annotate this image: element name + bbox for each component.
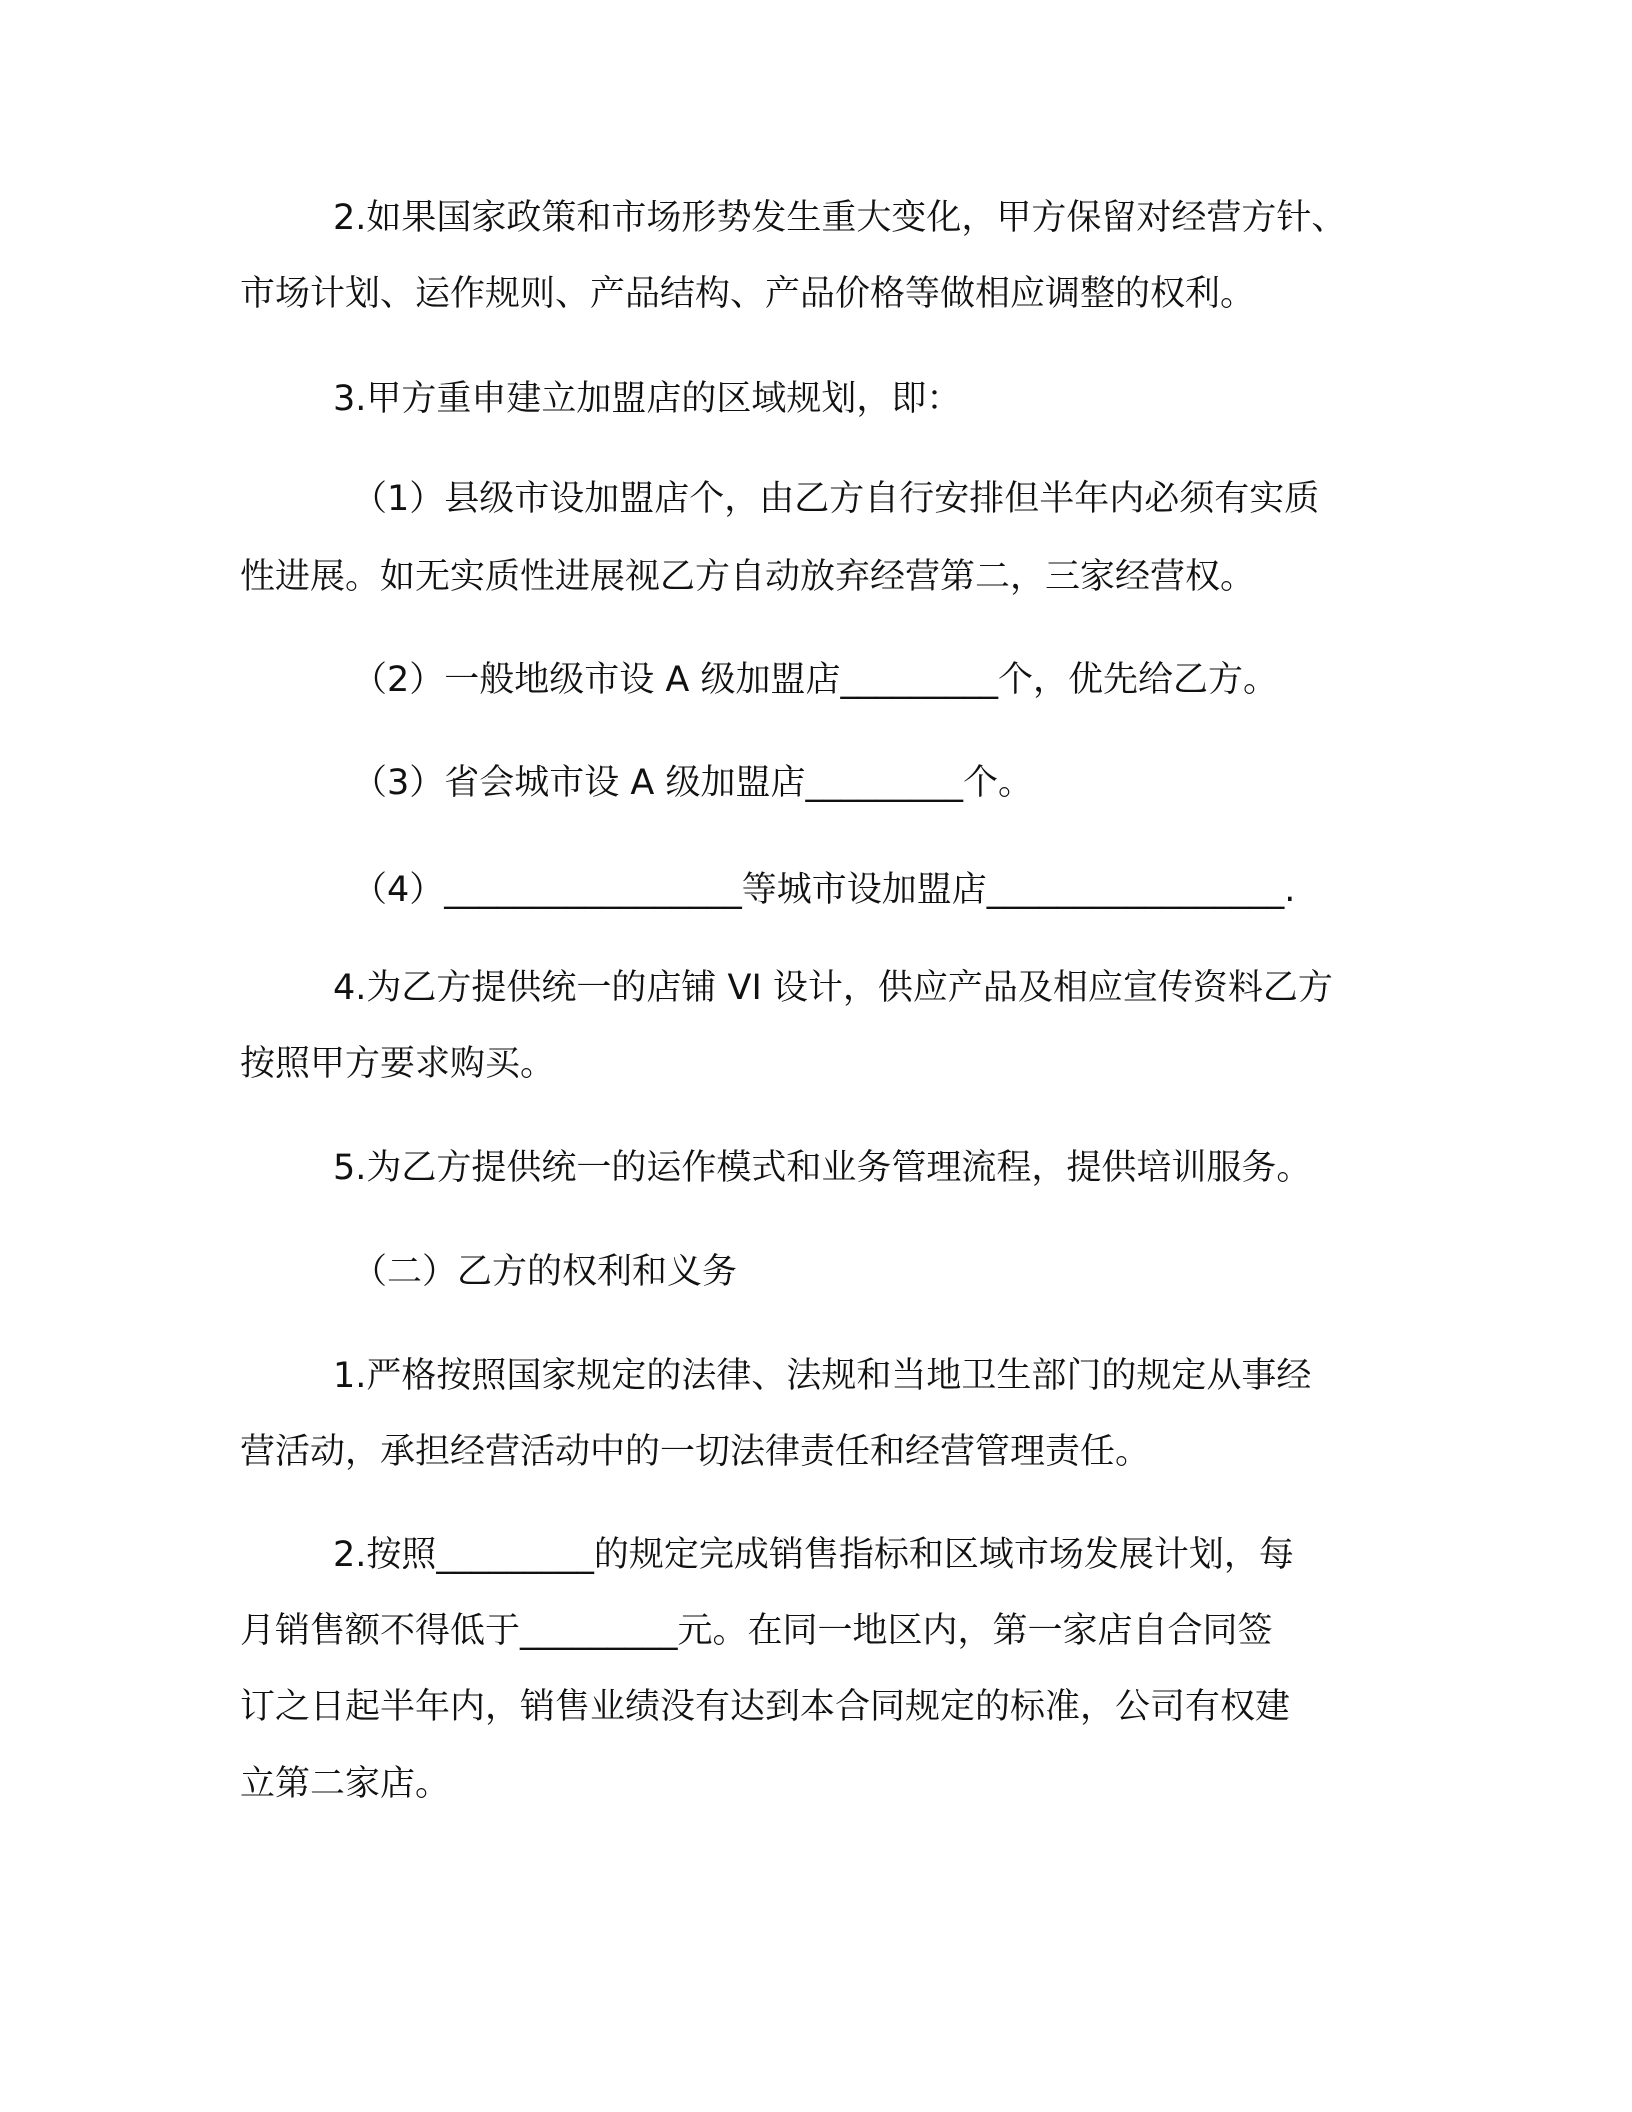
paragraph-3: 3.甲方重申建立加盟店的区域规划，即： <box>333 379 962 419</box>
paragraph-5: 5.为乙方提供统一的运作模式和业务管理流程，提供培训服务。 <box>333 1148 1312 1188</box>
duty-1-line-2: 营活动，承担经营活动中的一切法律责任和经营管理责任。 <box>240 1432 1151 1472</box>
section-heading: （二）乙方的权利和义务 <box>352 1252 738 1292</box>
item-1-line-2: 性进展。如无实质性进展视乙方自动放弃经营第二，三家经营权。 <box>240 557 1256 597</box>
duty-2-line-1: 2.按照_________的规定完成销售指标和区域市场发展计划，每 <box>333 1535 1294 1575</box>
paragraph-2-line-1: 2.如果国家政策和市场形势发生重大变化，甲方保留对经营方针、 <box>333 198 1347 238</box>
item-3: （3）省会城市设 A 级加盟店_________个。 <box>352 763 1033 803</box>
item-2: （2）一般地级市设 A 级加盟店_________个，优先给乙方。 <box>352 660 1278 700</box>
duty-1-line-1: 1.严格按照国家规定的法律、法规和当地卫生部门的规定从事经 <box>333 1356 1312 1396</box>
paragraph-4-line-2: 按照甲方要求购买。 <box>240 1044 556 1084</box>
item-1-line-1: （1）县级市设加盟店个，由乙方自行安排但半年内必须有实质 <box>352 479 1320 519</box>
duty-2-line-2: 月销售额不得低于_________元。在同一地区内，第一家店自合同签 <box>240 1611 1273 1651</box>
duty-2-line-4: 立第二家店。 <box>240 1764 451 1804</box>
item-4: （4）_________________等城市设加盟店_________________. <box>352 870 1296 910</box>
duty-2-line-3: 订之日起半年内，销售业绩没有达到本合同规定的标准，公司有权建 <box>240 1687 1291 1727</box>
paragraph-2-line-2: 市场计划、运作规则、产品结构、产品价格等做相应调整的权利。 <box>240 274 1256 314</box>
paragraph-4-line-1: 4.为乙方提供统一的店铺 VI 设计，供应产品及相应宣传资料乙方 <box>333 968 1333 1008</box>
